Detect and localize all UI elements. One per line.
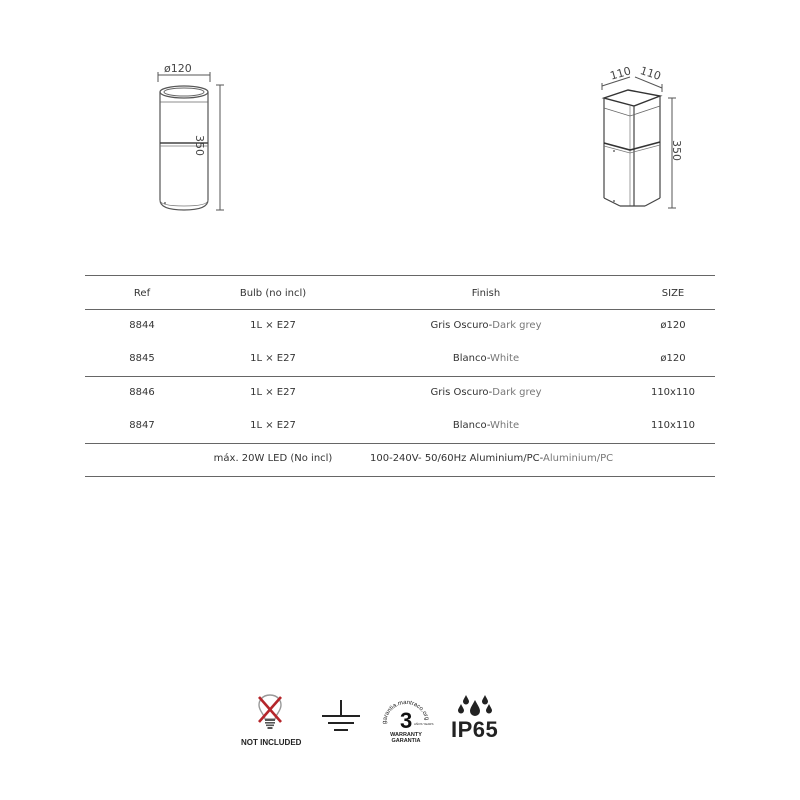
finish-es: Blanco-	[452, 353, 491, 364]
table-rule	[85, 309, 715, 310]
finish-es: Gris Oscuro-	[430, 320, 493, 331]
row-ref: 8845	[129, 353, 155, 364]
finish-en: White	[490, 353, 520, 364]
earth-ground-icon	[320, 700, 362, 736]
finish-es: Blanco-	[452, 420, 491, 431]
row-finish	[453, 353, 519, 364]
finish-en: Dark grey	[492, 320, 542, 331]
row-bulb: 1L × E27	[250, 320, 296, 331]
warranty-small: AÑOS YEARS	[414, 722, 434, 726]
row-finish	[431, 387, 542, 398]
spec-es: 100-240V- 50/60Hz Aluminium/PC-	[370, 453, 544, 464]
table-rule	[85, 376, 715, 377]
not-included-label: NOT INCLUDED	[241, 738, 302, 747]
table-rule	[85, 275, 715, 276]
row-ref: 8844	[129, 320, 155, 331]
row-size: 110x110	[650, 387, 696, 398]
row-size: ø120	[660, 320, 686, 331]
row-finish	[453, 420, 519, 431]
warranty-line1: WARRANTY	[390, 732, 422, 738]
header-ref: Ref	[133, 288, 151, 299]
row-ref: 8847	[129, 420, 155, 431]
square-width-label-b: 110	[638, 64, 663, 83]
row-size: ø120	[660, 353, 686, 364]
round-width-label: ø120	[164, 62, 192, 75]
row-bulb: 1L × E27	[250, 387, 296, 398]
footer-led: máx. 20W LED (No incl)	[213, 453, 333, 464]
square-width-label-a: 110	[608, 64, 633, 83]
finish-en: Dark grey	[492, 387, 542, 398]
ip-rating-label: IP65	[451, 717, 499, 742]
finish-es: Gris Oscuro-	[430, 387, 493, 398]
row-ref: 8846	[129, 387, 155, 398]
finish-en: White	[490, 420, 520, 431]
footer-spec	[370, 453, 613, 464]
header-bulb: Bulb (no incl)	[239, 288, 307, 299]
water-drops-icon	[456, 694, 496, 718]
table-rule	[85, 443, 715, 444]
bulb-not-included-icon	[254, 692, 286, 732]
warranty-line2: GARANTIA	[391, 738, 421, 744]
header-size: SIZE	[661, 288, 685, 299]
warranty-badge-icon	[378, 692, 434, 746]
row-bulb: 1L × E27	[250, 420, 296, 431]
square-bollard-drawing	[590, 60, 700, 220]
spec-en: Aluminium/PC	[543, 453, 614, 464]
header-finish: Finish	[471, 288, 501, 299]
table-rule	[85, 476, 715, 477]
row-finish	[431, 320, 542, 331]
row-size: 110x110	[650, 420, 696, 431]
round-height-label: 350	[193, 135, 206, 156]
warranty-arc-text: garantia.mantraco.org	[381, 699, 430, 725]
row-bulb: 1L × E27	[250, 353, 296, 364]
square-height-label: 350	[670, 140, 683, 161]
warranty-years: 3	[400, 708, 413, 733]
